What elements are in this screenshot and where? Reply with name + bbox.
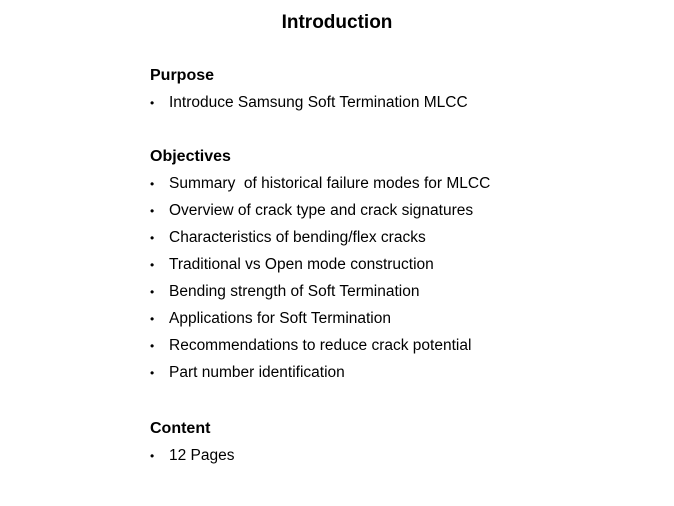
bullet-icon: •	[150, 231, 155, 245]
bullet-icon: •	[150, 449, 155, 463]
list-item-text: Recommendations to reduce crack potential	[169, 337, 472, 354]
list-item-text: Part number identification	[169, 364, 345, 381]
bullet-icon: •	[150, 258, 155, 272]
list-item-text: Characteristics of bending/flex cracks	[169, 229, 426, 246]
bullet-icon: •	[150, 339, 155, 353]
purpose-list	[150, 93, 650, 113]
list-item	[150, 228, 650, 248]
objectives-list	[150, 174, 650, 383]
list-item	[150, 255, 650, 275]
list-item	[150, 93, 650, 113]
bullet-icon: •	[150, 204, 155, 218]
list-item	[150, 282, 650, 302]
content-section	[150, 419, 650, 473]
bullet-icon: •	[150, 312, 155, 326]
bullet-icon: •	[150, 285, 155, 299]
list-item-text: Summary of historical failure modes for MLCC	[169, 175, 491, 192]
list-item	[150, 174, 650, 194]
content-list	[150, 446, 650, 466]
list-item-text: Bending strength of Soft Termination	[169, 283, 420, 300]
list-item	[150, 201, 650, 221]
objectives-section	[150, 147, 650, 390]
bullet-icon: •	[150, 366, 155, 380]
list-item-text: 12 Pages	[169, 447, 235, 464]
list-item-text: Introduce Samsung Soft Termination MLCC	[169, 94, 468, 111]
list-item-text: Traditional vs Open mode construction	[169, 256, 434, 273]
list-item	[150, 363, 650, 383]
objectives-heading: Objectives	[150, 148, 231, 165]
purpose-section	[150, 66, 650, 120]
page-title: Introduction	[281, 12, 393, 33]
purpose-heading: Purpose	[150, 67, 215, 84]
content-heading: Content	[150, 420, 211, 437]
bullet-icon: •	[150, 177, 155, 191]
list-item	[150, 309, 650, 329]
list-item	[150, 446, 650, 466]
list-item	[150, 336, 650, 356]
bullet-icon: •	[150, 96, 155, 110]
list-item-text: Overview of crack type and crack signatures	[169, 202, 474, 219]
list-item-text: Applications for Soft Termination	[169, 310, 391, 327]
